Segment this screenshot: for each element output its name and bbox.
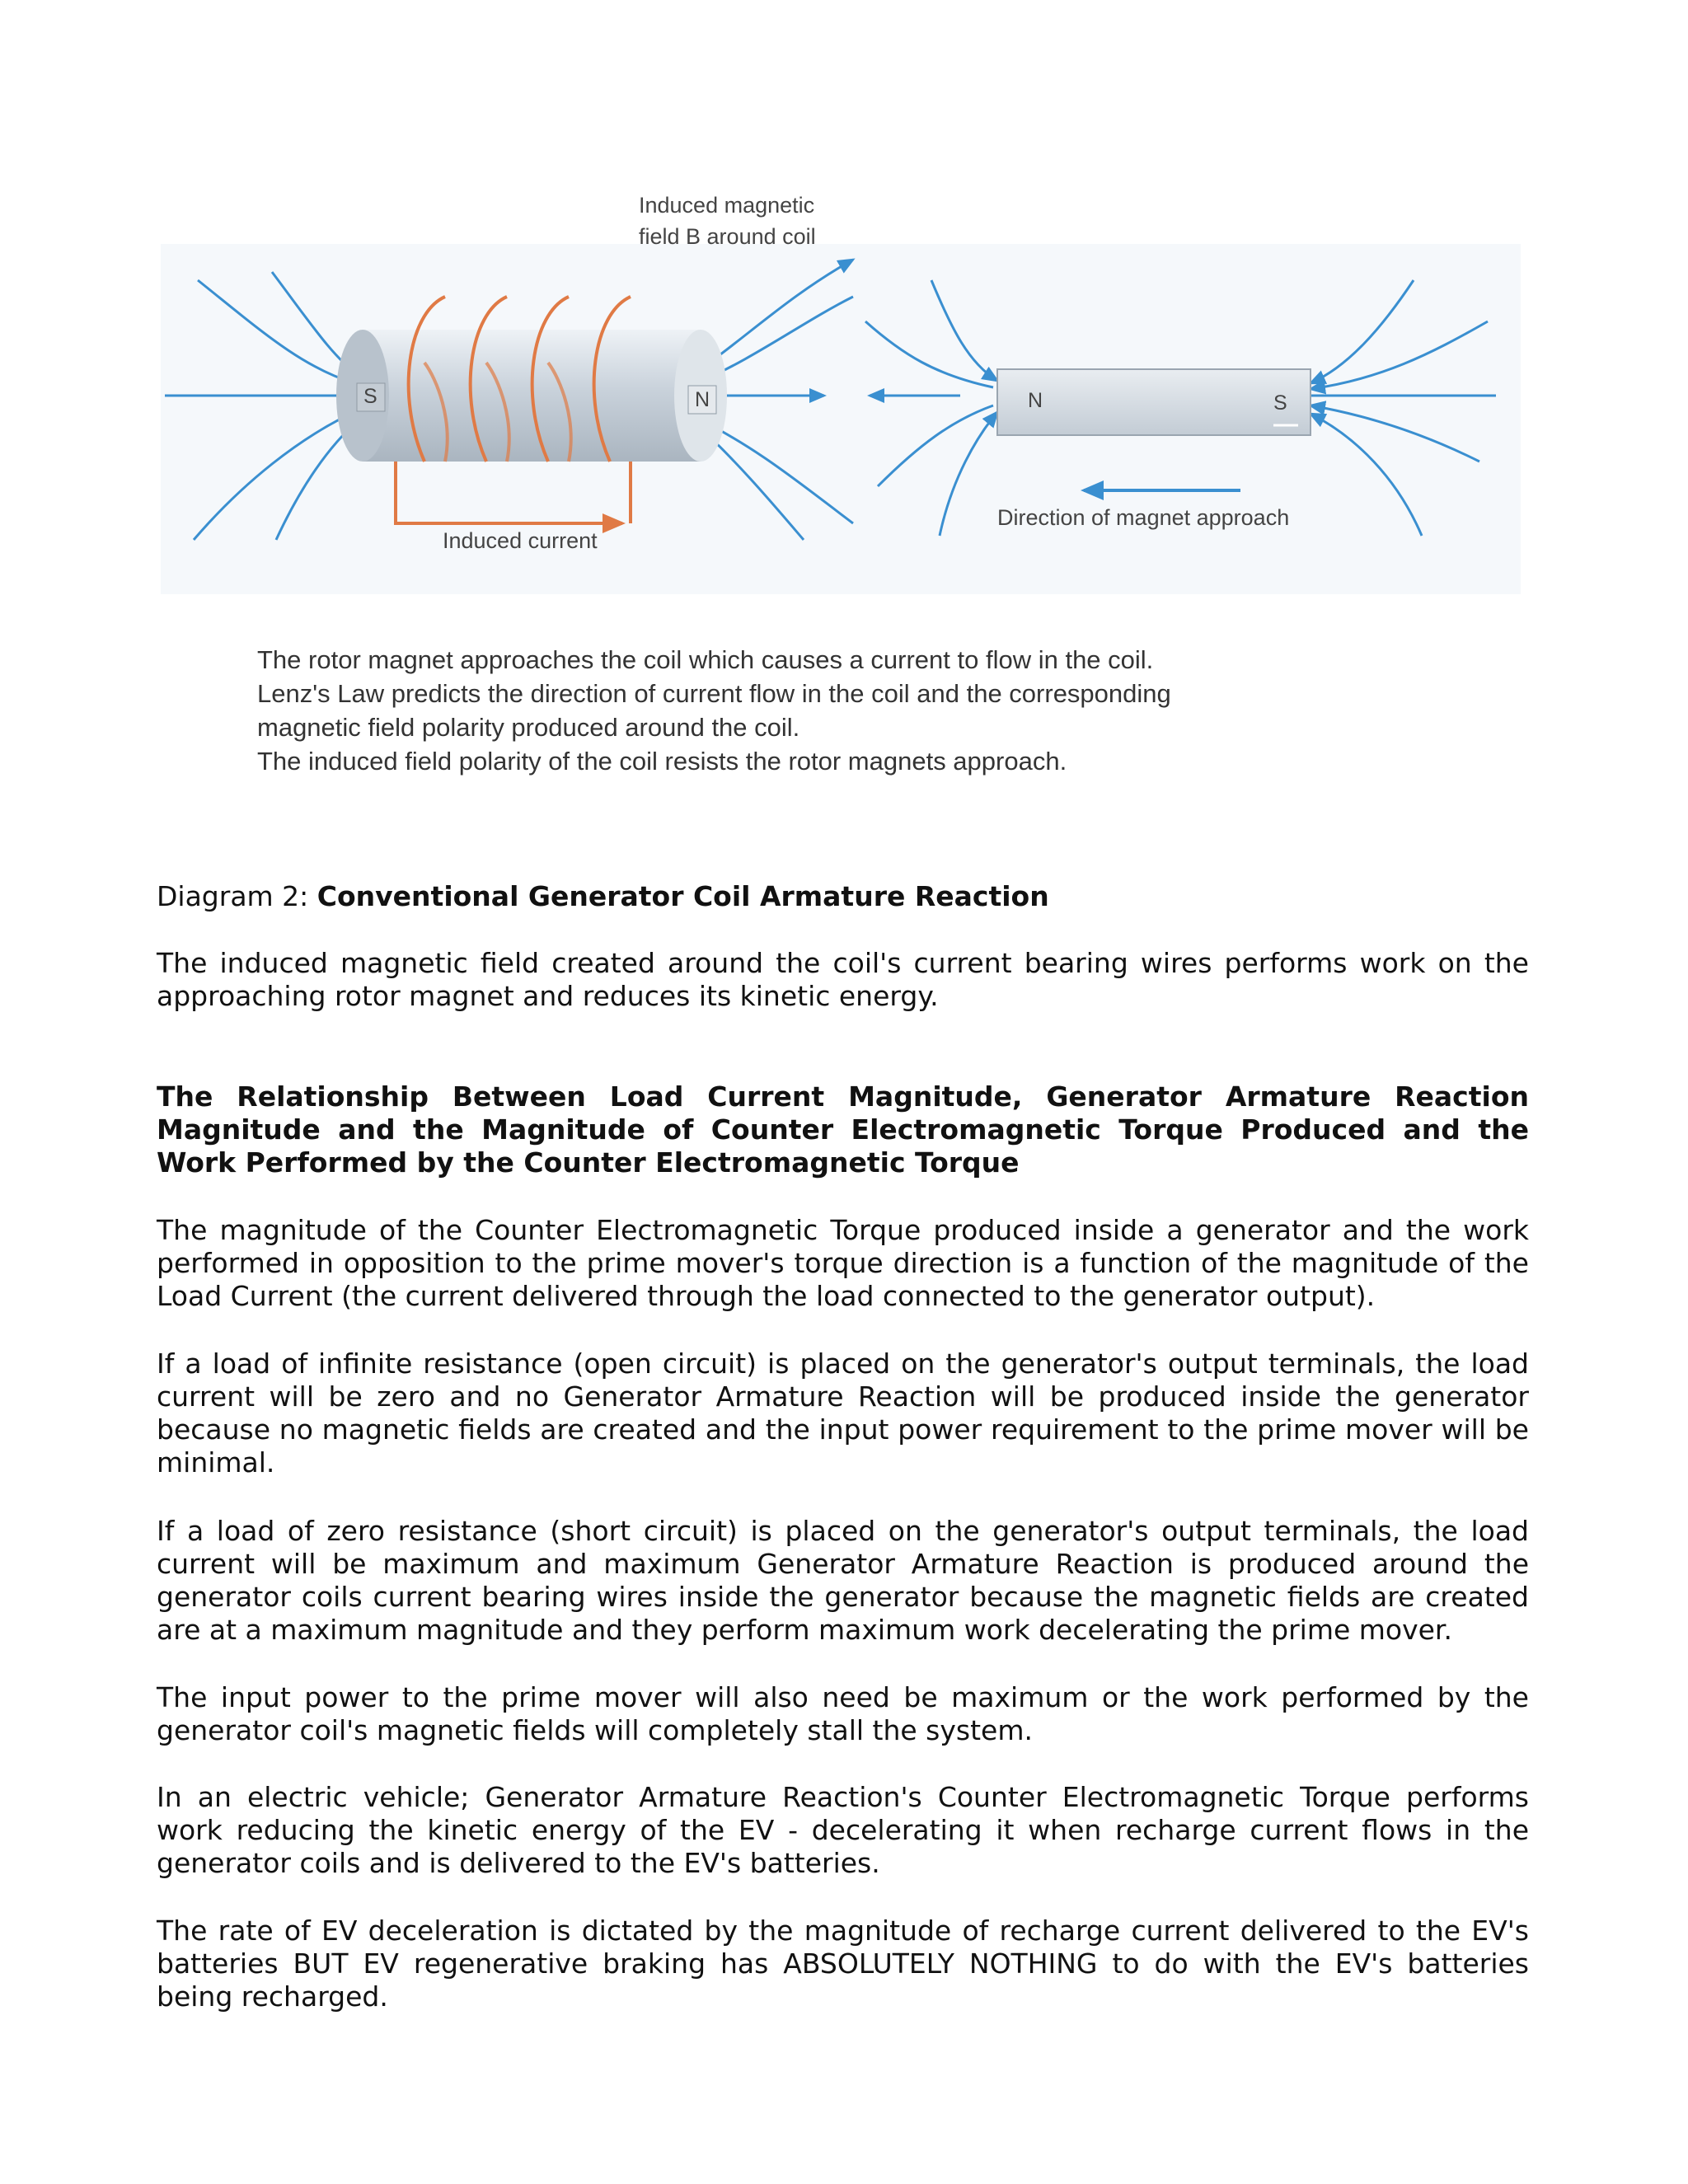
diagram-title-bold: Conventional Generator Coil Armature Reaction — [316, 880, 1049, 912]
label-induced-field: Induced magnetic field B around coil — [639, 193, 816, 249]
pole-s-magnet: S — [1273, 391, 1287, 415]
caption-line: The induced field polarity of the coil resists the rotor magnets approach. — [257, 747, 1067, 776]
diagram-illustration — [161, 190, 1521, 651]
paragraph-3: If a load of infinite resistance (open circuit) is placed on the generator's output terminals, the load current will be zero and no Generator Armature Reaction will be produced inside the generator because no magnetic fields are created and the input power requirement to the prime mover will be minimal. — [157, 1347, 1529, 1479]
caption-line: Lenz's Law predicts the direction of current flow in the coil and the corresponding — [257, 679, 1171, 708]
caption-line: magnetic field polarity produced around the coil. — [257, 713, 800, 742]
paragraph-4: If a load of zero resistance (short circuit) is placed on the generator's output terminals, the load current will be maximum and maximum Generator Armature Reaction is produced around the generator coils current bearing wires inside the generator because the magnetic fields are created are at a maximum magnitude and they perform maximum work decelerating the prime mover. — [157, 1515, 1529, 1646]
pole-s-coil: S — [363, 385, 377, 408]
bar-magnet — [997, 369, 1311, 435]
diagram-title: Diagram 2: Conventional Generator Coil Armature Reaction — [157, 880, 1049, 912]
section-heading: The Relationship Between Load Current Magnitude, Generator Armature Reaction Magnitude and the Magnitude of Counter Electromagnetic Torque Produced and the Work Performed by the Counter Electromagnetic Torque — [157, 1080, 1529, 1179]
label-direction: Direction of magnet approach — [997, 505, 1290, 530]
paragraph-6: In an electric vehicle; Generator Armature Reaction's Counter Electromagnetic Torque performs work reducing the kinetic energy of the EV - decelerating it when recharge current flows in the generator coils and is delivered to the EV's batteries. — [157, 1781, 1529, 1879]
paragraph-1: The induced magnetic field created around the coil's current bearing wires performs work on the approaching rotor magnet and reduces its kinetic energy. — [157, 947, 1529, 1012]
label-induced-current: Induced current — [443, 528, 598, 553]
diagram-caption — [257, 643, 1411, 778]
paragraph-5: The input power to the prime mover will also need be maximum or the work performed by the generator coil's magnetic fields will completely stall the system. — [157, 1681, 1529, 1746]
pole-n-coil: N — [695, 388, 710, 411]
pole-n-magnet: N — [1028, 389, 1043, 412]
caption-line: The rotor magnet approaches the coil which causes a current to flow in the coil. — [257, 645, 1154, 674]
paragraph-2: The magnitude of the Counter Electromagnetic Torque produced inside a generator and the work performed in opposition to the prime mover's torque direction is a function of the magnitude of the Load Current (the current delivered through the load connected to the generator output). — [157, 1214, 1529, 1312]
paragraph-7: The rate of EV deceleration is dictated by the magnitude of recharge current delivered to the EV's batteries BUT EV regenerative braking has ABSOLUTELY NOTHING to do with the EV's batteries being recharged. — [157, 1915, 1529, 2013]
